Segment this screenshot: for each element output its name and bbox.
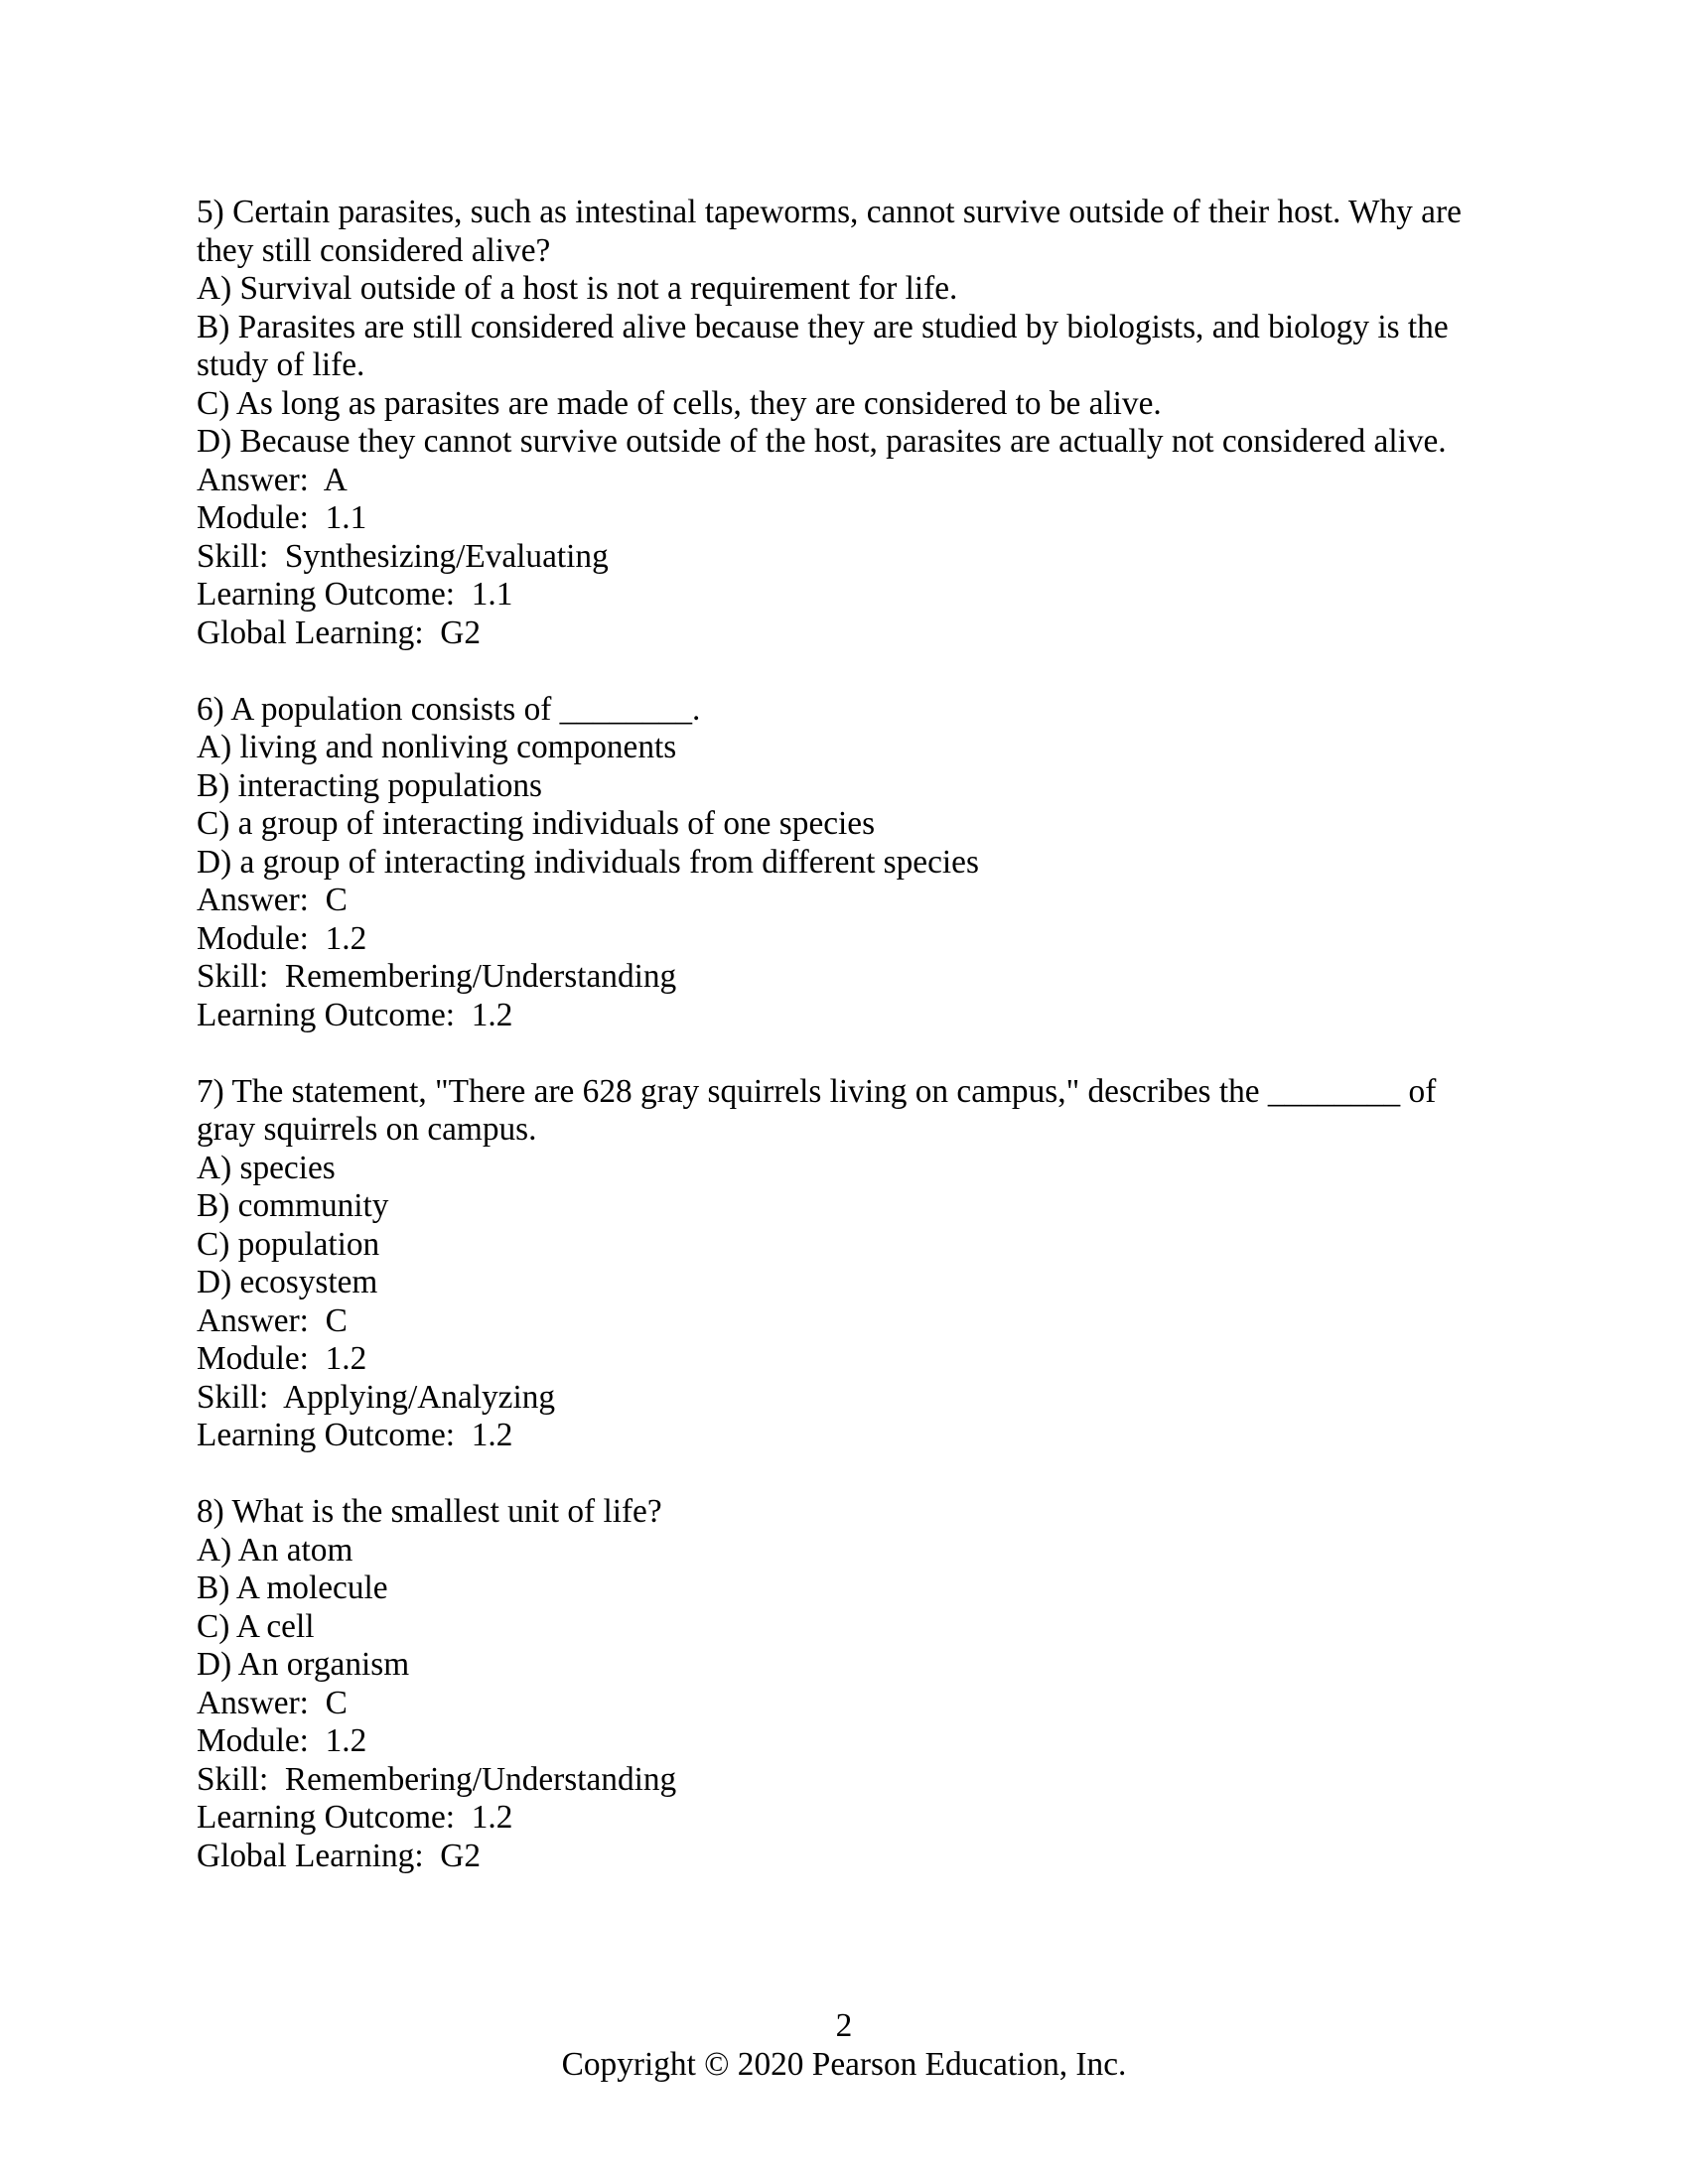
question-7-module-line: Module: 1.2 xyxy=(197,1340,367,1377)
question-8-module-line: Module: 1.2 xyxy=(197,1722,367,1759)
page-number: 2 xyxy=(835,2007,853,2044)
question-6-module-line: Module: 1.2 xyxy=(197,919,367,957)
question-7-answer-line: Answer: C xyxy=(197,1301,348,1339)
question-5-stem: 5) Certain parasites, such as intestinal tapeworms, cannot survive outside of their host. Why are they still considered alive? xyxy=(197,194,1471,269)
question-6-learning-outcome-line: Learning Outcome: 1.2 xyxy=(197,996,513,1033)
question-8-stem: 8) What is the smallest unit of life? xyxy=(197,1493,662,1530)
question-5-answer-line: Answer: A xyxy=(197,461,348,498)
page-footer xyxy=(0,2007,1688,2084)
question-5-skill-line: Skill: Synthesizing/Evaluating xyxy=(197,537,609,575)
question-7-choice-a: A) species xyxy=(197,1149,336,1186)
question-8-choice-a: A) An atom xyxy=(197,1531,353,1569)
question-6-choice-c: C) a group of interacting individuals of one species xyxy=(197,805,876,842)
question-7-stem: 7) The statement, "There are 628 gray squirrels living on campus," describes the ________ of gray squirrels on campus. xyxy=(197,1072,1445,1148)
question-5-module-line: Module: 1.1 xyxy=(197,499,367,536)
question-5 xyxy=(197,194,1492,652)
question-6-stem: 6) A population consists of ________. xyxy=(197,690,701,728)
question-5-learning-outcome-line: Learning Outcome: 1.1 xyxy=(197,576,513,613)
question-5-choice-c: C) As long as parasites are made of cells, they are considered to be alive. xyxy=(197,384,1162,422)
question-6-choice-a: A) living and nonliving components xyxy=(197,729,677,765)
question-6 xyxy=(197,691,1492,1035)
question-7-choice-b: B) community xyxy=(197,1187,389,1224)
copyright-notice: Copyright © 2020 Pearson Education, Inc. xyxy=(561,2045,1127,2083)
question-5-choice-b: B) Parasites are still considered alive because they are studied by biologists, and biology is the study of life. xyxy=(197,308,1457,383)
question-8-answer-line: Answer: C xyxy=(197,1684,348,1721)
question-7-choice-c: C) population xyxy=(197,1225,380,1263)
question-8-choice-b: B) A molecule xyxy=(197,1570,388,1606)
question-8-learning-outcome-line: Learning Outcome: 1.2 xyxy=(197,1799,513,1836)
question-8-choice-d: D) An organism xyxy=(197,1646,410,1683)
question-8 xyxy=(197,1493,1492,1875)
question-6-choice-d: D) a group of interacting individuals from different species xyxy=(197,843,979,881)
question-6-choice-b: B) interacting populations xyxy=(197,766,543,804)
question-7-skill-line: Skill: Applying/Analyzing xyxy=(197,1378,556,1416)
question-list xyxy=(197,194,1492,1914)
question-7-learning-outcome-line: Learning Outcome: 1.2 xyxy=(197,1417,513,1453)
question-7 xyxy=(197,1073,1492,1455)
question-5-choice-a: A) Survival outside of a host is not a requirement for life. xyxy=(197,270,958,307)
question-8-skill-line: Skill: Remembering/Understanding xyxy=(197,1760,677,1798)
question-5-global-learning-line: Global Learning: G2 xyxy=(197,614,481,651)
question-5-choice-d: D) Because they cannot survive outside of the host, parasites are actually not considered alive. xyxy=(197,423,1447,460)
question-7-choice-d: D) ecosystem xyxy=(197,1264,378,1300)
question-8-choice-c: C) A cell xyxy=(197,1607,315,1645)
question-6-skill-line: Skill: Remembering/Understanding xyxy=(197,958,677,995)
question-6-answer-line: Answer: C xyxy=(197,882,348,918)
question-8-global-learning-line: Global Learning: G2 xyxy=(197,1837,481,1874)
